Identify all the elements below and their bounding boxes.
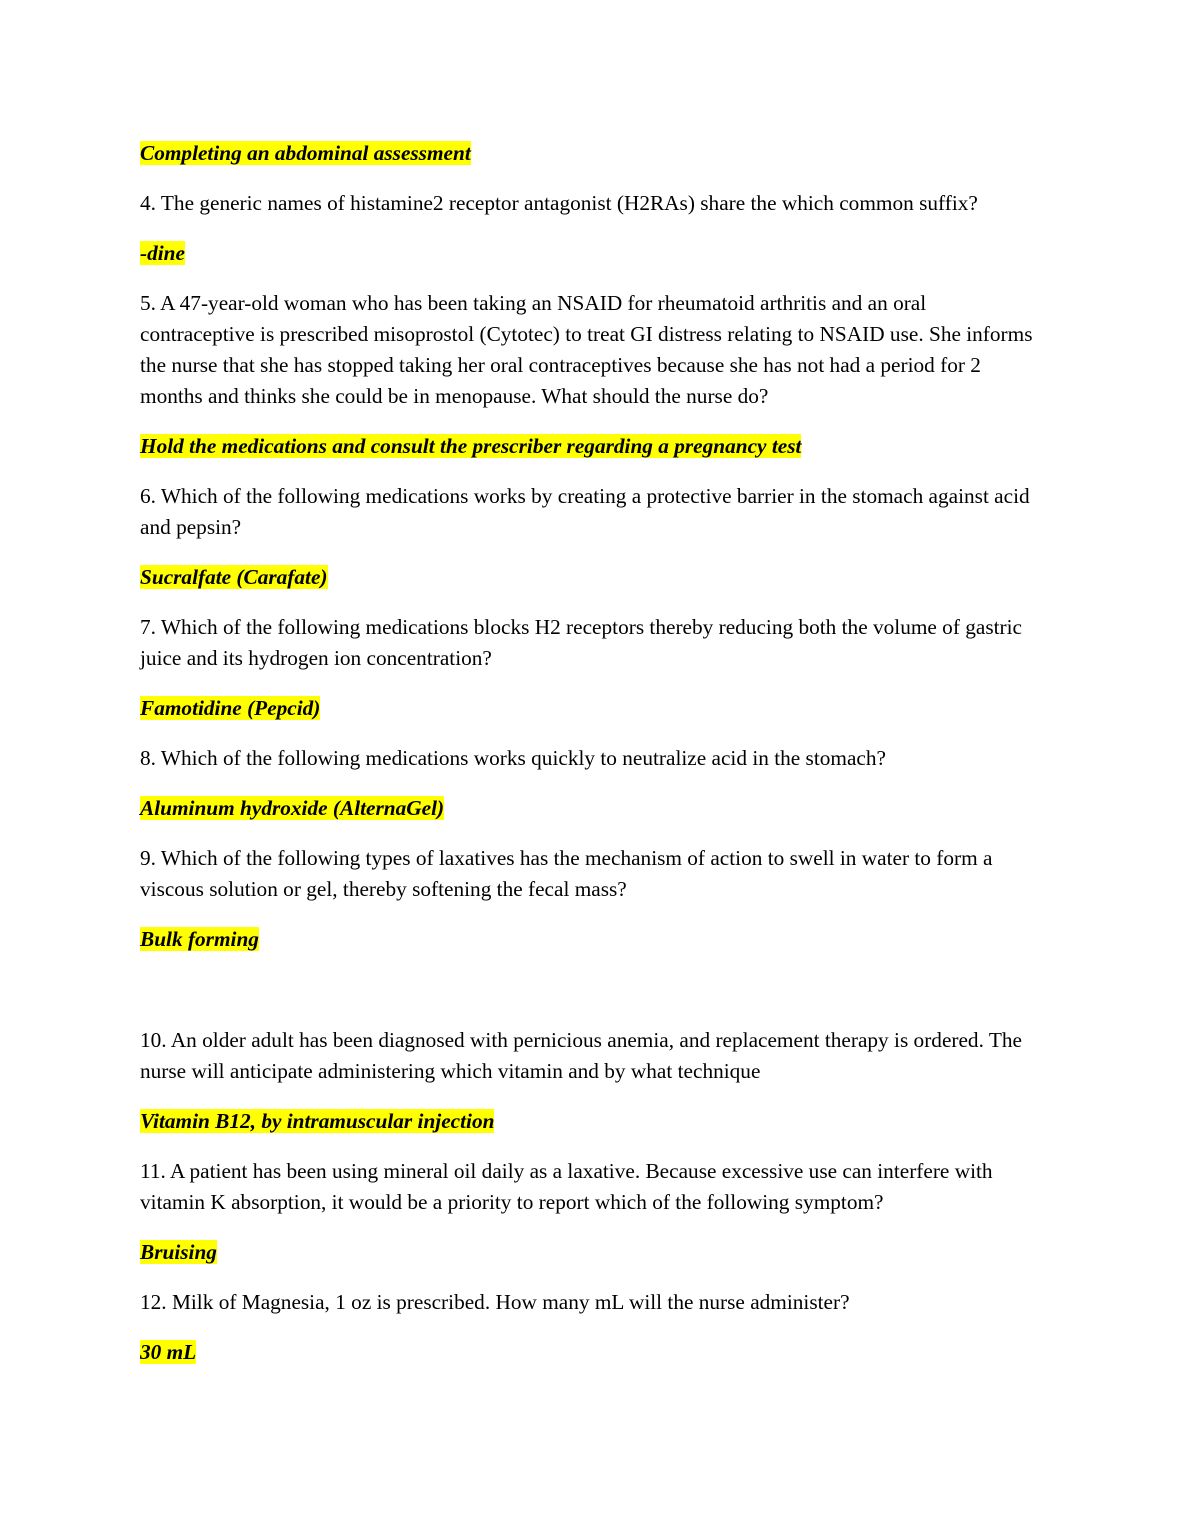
answer-8 xyxy=(140,793,1045,824)
question-12: 12. Milk of Magnesia, 1 oz is prescribed. How many mL will the nurse administer? xyxy=(140,1290,850,1314)
question-9: 9. Which of the following types of laxatives has the mechanism of action to swell in water to form a viscous solution or gel, thereby softening the fecal mass? xyxy=(140,846,993,901)
question-10: 10. An older adult has been diagnosed with pernicious anemia, and replacement therapy is ordered. The nurse will anticipate administering which vitamin and by what technique xyxy=(140,1028,1022,1083)
answer-7 xyxy=(140,693,1045,724)
answer-9-highlight: Bulk forming xyxy=(140,927,259,951)
answer-6-highlight: Sucralfate (Carafate) xyxy=(140,565,328,589)
answer-4-highlight: -dine xyxy=(140,241,185,265)
answer-8-highlight: Aluminum hydroxide (AlternaGel) xyxy=(140,796,445,820)
question-4: 4. The generic names of histamine2 receptor antagonist (H2RAs) share the which common suffix? xyxy=(140,191,978,215)
answer-10-highlight: Vitamin B12, by intramuscular injection xyxy=(140,1109,495,1133)
answer-11-highlight: Bruising xyxy=(140,1240,217,1264)
answer-3 xyxy=(140,138,1045,169)
question-5: 5. A 47-year-old woman who has been taking an NSAID for rheumatoid arthritis and an oral contraceptive is prescribed misoprostol (Cytotec) to treat GI distress relating to NSAID use. She informs the nurse that she has stopped taking her oral contraceptives because she has not had a period for 2 months and thinks she could be in menopause. What should the nurse do? xyxy=(140,291,1033,408)
answer-4 xyxy=(140,238,1045,269)
answer-5 xyxy=(140,431,1045,462)
blank-line xyxy=(140,974,1045,1025)
question-6: 6. Which of the following medications works by creating a protective barrier in the stomach against acid and pepsin? xyxy=(140,484,1030,539)
question-7: 7. Which of the following medications blocks H2 receptors thereby reducing both the volume of gastric juice and its hydrogen ion concentration? xyxy=(140,615,1023,670)
answer-10 xyxy=(140,1106,1045,1137)
answer-12 xyxy=(140,1337,1045,1368)
answer-11 xyxy=(140,1237,1045,1268)
answer-6 xyxy=(140,562,1045,593)
answer-5-highlight: Hold the medications and consult the prescriber regarding a pregnancy test xyxy=(140,434,802,458)
document-page xyxy=(140,138,1045,1368)
answer-3-highlight: Completing an abdominal assessment xyxy=(140,141,471,165)
answer-7-highlight: Famotidine (Pepcid) xyxy=(140,696,321,720)
question-8: 8. Which of the following medications works quickly to neutralize acid in the stomach? xyxy=(140,746,886,770)
question-11: 11. A patient has been using mineral oil daily as a laxative. Because excessive use can interfere with vitamin K absorption, it would be a priority to report which of the following symptom? xyxy=(140,1159,993,1214)
answer-12-highlight: 30 mL xyxy=(140,1340,197,1364)
answer-9 xyxy=(140,924,1045,955)
